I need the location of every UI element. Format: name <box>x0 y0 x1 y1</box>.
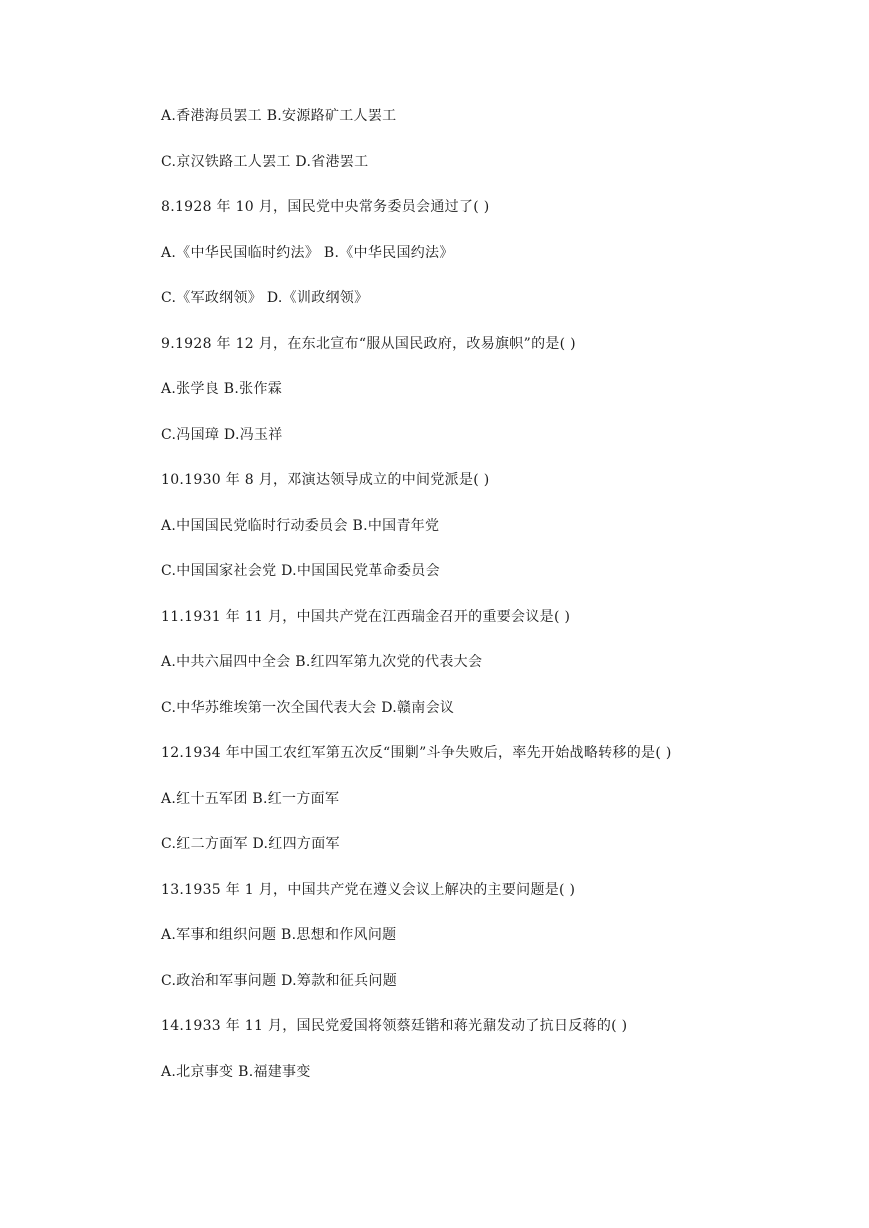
answer-options-line: C.政治和军事问题 D.筹款和征兵问题 <box>161 972 397 989</box>
question-line: 11.1931 年 11 月，中国共产党在江西瑞金召开的重要会议是( ) <box>161 608 571 625</box>
answer-options-line: A.《中华民国临时约法》 B.《中华民国约法》 <box>161 244 454 261</box>
answer-options-line: C.《军政纲领》 D.《训政纲领》 <box>161 290 369 306</box>
answer-options-line: C.京汉铁路工人罢工 D.省港罢工 <box>161 153 369 170</box>
answer-options-line: A.张学良 B.张作霖 <box>161 381 283 397</box>
answer-options-line: C.红二方面军 D.红四方面军 <box>161 836 340 852</box>
answer-options-line: A.红十五军团 B.红一方面军 <box>161 790 340 807</box>
answer-options-line: A.北京事变 B.福建事变 <box>161 1063 311 1080</box>
answer-options-line: A.中共六届四中全会 B.红四军第九次党的代表大会 <box>161 654 483 670</box>
question-line: 13.1935 年 1 月，中国共产党在遵义会议上解决的主要问题是( ) <box>161 881 576 898</box>
answer-options-line: A.中国国民党临时行动委员会 B.中国青年党 <box>161 517 440 534</box>
question-line: 9.1928 年 12 月，在东北宣布“服从国民政府，改易旗帜”的是( ) <box>161 335 576 352</box>
question-line: 10.1930 年 8 月，邓演达领导成立的中间党派是( ) <box>161 472 490 488</box>
answer-options-line: C.中华苏维埃第一次全国代表大会 D.赣南会议 <box>161 699 455 716</box>
answer-options-line: C.中国国家社会党 D.中国国民党革命委员会 <box>161 563 440 579</box>
answer-options-line: C.冯国璋 D.冯玉祥 <box>161 426 283 443</box>
question-list <box>161 105 841 1106</box>
question-line: 8.1928 年 10 月，国民党中央常务委员会通过了( ) <box>161 199 490 215</box>
question-line: 12.1934 年中国工农红军第五次反“围剿”斗争失败后，率先开始战略转移的是( ) <box>161 745 672 761</box>
answer-options-line: A.军事和组织问题 B.思想和作风问题 <box>161 927 397 943</box>
answer-options-line: A.香港海员罢工 B.安源路矿工人罢工 <box>161 108 397 124</box>
question-line: 14.1933 年 11 月，国民党爱国将领蔡廷锴和蒋光鼐发动了抗日反蒋的( ) <box>161 1018 628 1034</box>
